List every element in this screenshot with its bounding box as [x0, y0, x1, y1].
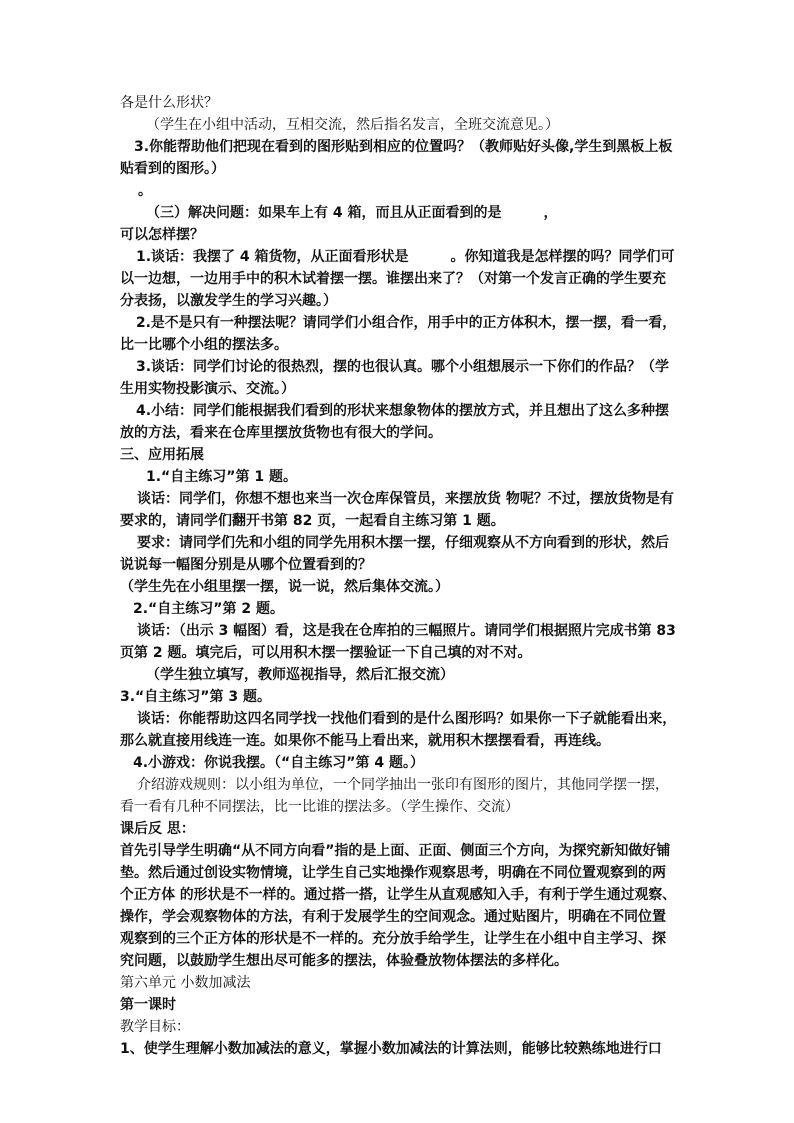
- text-line: 谈话：同学们，你想不想也来当一次仓库保管员，来摆放货 物呢？不过，摆放货物是有: [137, 491, 674, 507]
- text-line: （三）解决问题：如果车上有 4 箱，而且从正面看到的是 ，: [146, 205, 558, 221]
- text-line: 。: [138, 183, 152, 199]
- text-line: 生用实物投影演示、交流。）: [120, 381, 295, 397]
- text-line: 观察到的三个正方体的形状是不一样的。充分放手给学生，让学生在小组中自主学习、探: [120, 931, 666, 947]
- text-line: 看一看有几种不同摆法，比一比谁的摆法多。（学生操作、交流）: [120, 799, 519, 815]
- text-line: 介绍游戏规则：以小组为单位，一个同学抽出一张印有图形的图片，其他同学摆一摆，: [137, 777, 669, 793]
- text-line: 那么就直接用线连一连。如果你不能马上看出来，就用积木摆摆看看，再连线。: [120, 733, 610, 749]
- text-line: 个正方体 的形状是不一样的。通过搭一搭，让学生从直观感知入手，有利于学生通过观察、: [120, 887, 676, 903]
- text-line: 各是什么形状？: [120, 95, 218, 111]
- text-line: 2.是不是只有一种摆法呢？请同学们小组合作，用手中的正方体积木，摆一摆，看一看，: [136, 315, 677, 331]
- text-line: 1.“自主练习”第 1 题。: [146, 469, 297, 485]
- text-line: 操作，学会观察物体的方法，有利于发展学生的空间观念。通过贴图片，明确在不同位置: [120, 909, 666, 925]
- text-line: 垫。然后通过创设实物情境，让学生自己实地操作观察思考，明确在不同位置观察到的两: [120, 865, 666, 881]
- text-line: 1.谈话：我摆了 4 箱货物，从正面看形状是 。你知道我是怎样摆的吗？同学们可: [136, 249, 675, 265]
- text-line: 4.小游戏：你说我摆。（“自主练习”第 4 题。）: [133, 755, 424, 771]
- section-heading: 三、应用拓展: [120, 447, 204, 463]
- text-line: 要求的，请同学们翻开书第 82 页，一起看自主练习第 1 题。: [120, 513, 505, 529]
- text-line: 3.你能帮助他们把现在看到的图形贴到相应的位置吗？（教师贴好头像,学生到黑板上板: [134, 139, 673, 155]
- unit-title: 第六单元 小数加减法: [120, 975, 251, 991]
- text-line: （学生在小组中活动，互相交流，然后指名发言，全班交流意见。）: [146, 117, 559, 133]
- text-line: 可以怎样摆？: [120, 227, 204, 243]
- text-line: 要求：请同学们先和小组的同学先用积木摆一摆，仔细观察从不方向看到的形状，然后: [137, 535, 669, 551]
- text-line: 3.谈话：同学们讨论的很热烈，摆的也很认真。哪个小组想展示一下你们的作品？（学: [136, 359, 670, 375]
- text-line: 页第 2 题。填完后，可以用积木摆一摆验证一下自己填的对不对。: [120, 645, 532, 661]
- text-line: 以一边想，一边用手中的积木试着摆一摆。谁摆出来了？（对第一个发言正确的学生要充: [120, 271, 666, 287]
- text-line: 贴看到的图形。）: [120, 161, 225, 177]
- text-line: 1、使学生理解小数加减法的意义，掌握小数加减法的计算法则，能够比较熟练地进行口: [120, 1041, 662, 1057]
- text-line: 3.“自主练习”第 3 题。: [120, 689, 271, 705]
- section-heading: 教学目标：: [120, 1019, 190, 1035]
- text-line: （学生独立填写，教师巡视指导，然后汇报交流）: [146, 667, 454, 683]
- text-line: 4.小结：同学们能根据我们看到的形状来想象物体的摆放方式，并且想出了这么多种摆: [136, 403, 670, 419]
- text-line: 首先引导学生明确“从不同方向看”指的是上面、正面、侧面三个方向，为探究新知做好铺: [120, 843, 671, 859]
- text-line: 比一比哪个小组的摆法多。: [120, 337, 288, 353]
- text-line: 谈话：你能帮助这四名同学找一找他们看到的是什么图形吗？如果你一下子就能看出来，: [137, 711, 677, 727]
- lesson-title: 第一课时: [120, 997, 176, 1013]
- text-line: （学生先在小组里摆一摆，说一说，然后集体交流。）: [120, 579, 449, 595]
- section-heading: 课后反 思：: [120, 821, 195, 837]
- text-line: 2.“自主练习”第 2 题。: [133, 601, 284, 617]
- text-line: 谈话：（出示 3 幅图）看，这是我在仓库拍的三幅照片。请同学们根据照片完成书第 83: [137, 623, 676, 639]
- text-line: 说说每一幅图分别是从哪个位置看到的？: [120, 557, 372, 573]
- text-line: 放的方法，看来在仓库里摆放货物也有很大的学问。: [120, 425, 442, 441]
- text-line: 分表扬，以激发学生的学习兴趣。）: [120, 293, 337, 309]
- text-line: 究问题，以鼓励学生想出尽可能多的摆法，体验叠放物体摆法的多样化。: [120, 953, 568, 969]
